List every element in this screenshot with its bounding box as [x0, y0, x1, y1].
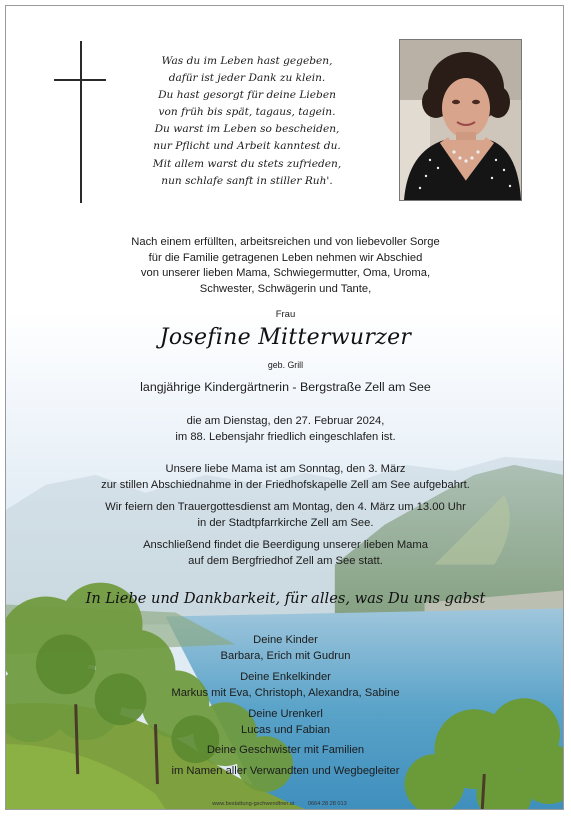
relatives-line: im Namen aller Verwandten und Wegbegleiter [171, 765, 400, 778]
service-line: in der Stadtpfarrkirche Zell am See. [197, 516, 374, 529]
service-info [6, 500, 564, 531]
maiden-name: geb. Grill [267, 360, 304, 370]
poem-line: Mit allem warst du stets zufrieden, [152, 157, 342, 170]
death-line: die am Dienstag, den 27. Februar 2024, [186, 415, 385, 427]
occupation-address: langjährige Kindergärtnerin - Bergstraße Zell am See [140, 380, 431, 394]
intro-line: für die Familie getragenen Leben nehmen wir Abschied [148, 251, 423, 264]
poem-line: Du warst im Leben so bescheiden, [154, 123, 340, 136]
poem-line: dafür ist jeder Dank zu klein. [168, 72, 326, 85]
burial-info [6, 538, 564, 569]
poem-line: Was du im Leben hast gegeben, [161, 55, 333, 67]
poem [116, 53, 378, 190]
death-notice [6, 414, 564, 445]
cross-vertical-bar [80, 41, 82, 203]
poem-line: nun schlafe sanft in stiller Ruh'. [161, 174, 333, 187]
cross-horizontal-bar [54, 79, 106, 81]
siblings-line: Deine Geschwister mit Familien [206, 744, 365, 757]
death-line: im 88. Lebensjahr friedlich eingeschlafen ist. [175, 430, 396, 443]
great-grandchildren-names: Lucas und Fabian [241, 723, 330, 736]
intro-text [6, 235, 564, 297]
great-grandchildren-title: Deine Urenkerl [248, 707, 323, 720]
burial-line: auf dem Bergfriedhof Zell am See statt. [188, 554, 383, 567]
grandchildren-title: Deine Enkelkinder [240, 670, 331, 683]
poem-line: von früh bis spät, tagaus, tagein. [158, 106, 336, 119]
intro-line: Schwester, Schwägerin und Tante, [199, 282, 372, 295]
intro-line: Nach einem erfüllten, arbeitsreichen und von liebevoller Sorge [131, 236, 440, 248]
footer-phone: 0664 28 28 013 [307, 801, 347, 807]
portrait-photo [399, 39, 522, 201]
service-line: Wir feiern den Trauergottesdienst am Montag, den 4. März um 13.00 Uhr [105, 501, 466, 513]
burial-line: Anschließend findet die Beerdigung unserer lieben Mama [143, 539, 428, 551]
children-title: Deine Kinder [253, 634, 318, 646]
deceased-name: Josefine Mitterwurzer [159, 325, 412, 350]
memorial-motto: In Liebe und Dankbarkeit, für alles, was Du uns gabst [85, 590, 486, 607]
children-names: Barbara, Erich mit Gudrun [220, 649, 351, 662]
card-frame [5, 5, 564, 810]
viewing-info [6, 462, 564, 493]
footer-website: www.bestattung-gschwendtner.at [212, 801, 295, 807]
intro-line: von unserer lieben Mama, Schwiegermutter, Oma, Uroma, [140, 267, 431, 280]
footer [0, 801, 559, 808]
viewing-line: zur stillen Abschiednahme in der Friedhofskapelle Zell am See aufgebahrt. [101, 478, 470, 491]
salutation: Frau [275, 309, 296, 320]
poem-line: Du hast gesorgt für deine Lieben [158, 89, 336, 102]
viewing-line: Unsere liebe Mama ist am Sonntag, den 3. März [165, 463, 406, 475]
mourners-list [6, 633, 564, 780]
grandchildren-names: Markus mit Eva, Christoph, Alexandra, Sabine [171, 686, 400, 699]
poem-line: nur Pflicht und Arbeit kanntest du. [153, 140, 341, 153]
